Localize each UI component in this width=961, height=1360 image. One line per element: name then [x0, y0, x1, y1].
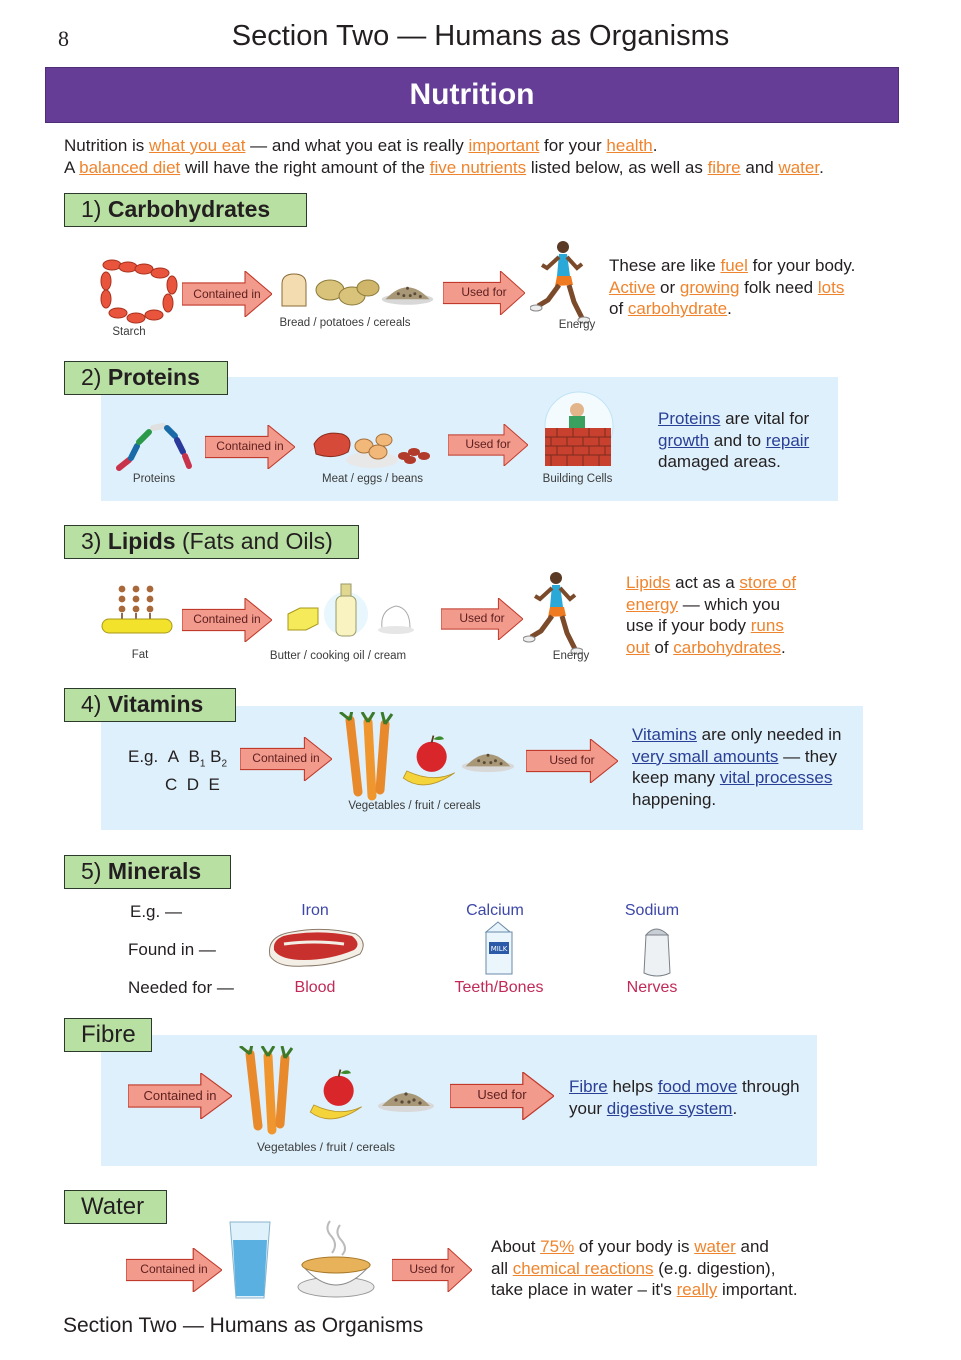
mineral-name: Calcium: [466, 902, 524, 919]
topic-heading: Nutrition: [409, 78, 535, 111]
protein-chain-illustration: [115, 420, 195, 472]
caption-meat-eggs-beans: Meat / eggs / beans: [321, 473, 423, 485]
fibre-description: Fibre helps food move through your digestive system.: [569, 1077, 800, 1118]
soup-bowl-illustration: [296, 1215, 376, 1301]
steak-illustration: [264, 926, 368, 970]
used-for-arrow: Used for: [448, 424, 528, 466]
contained-in-arrow: Contained in: [205, 425, 295, 469]
salt-shaker-illustration: [640, 921, 674, 979]
section-proteins-tab: 2) Proteins: [64, 361, 228, 395]
section-minerals-tab: 5) Minerals: [64, 855, 231, 889]
minerals-row-label: Needed for —: [128, 978, 234, 997]
mineral-name: Sodium: [624, 902, 680, 919]
used-for-arrow: Used for: [443, 271, 525, 315]
mineral-name: Iron: [301, 902, 329, 919]
used-for-arrow: Used for: [450, 1072, 554, 1120]
contained-in-arrow: Contained in: [126, 1248, 222, 1292]
carbohydrates-description: These are like fuel for your body. Active or growing folk need lots of carbohydrate.: [609, 256, 856, 318]
proteins-description: Proteins are vital for growth and to repair damaged areas.: [658, 409, 810, 471]
cereal-illustration: [460, 744, 516, 772]
caption-energy: Energy: [552, 650, 590, 662]
water-description: About 75% of your body is water and all chemical reactions (e.g. digestion), take place in water – it's really important.: [491, 1237, 798, 1299]
caption-energy: Energy: [558, 319, 596, 331]
fat-molecule-illustration: [100, 583, 175, 637]
meat-eggs-beans-illustration: [312, 428, 436, 470]
contained-in-arrow: Contained in: [182, 271, 272, 317]
bread-potatoes-cereals-illustration: [280, 270, 435, 310]
contained-in-arrow: Contained in: [128, 1073, 232, 1119]
runner-illustration: [523, 569, 583, 659]
mineral-use: Blood: [294, 979, 336, 996]
vitamins-description: Vitamins are only needed in very small amounts — they keep many vital processes happening.: [632, 725, 842, 809]
glass-of-water-illustration: [226, 1218, 274, 1302]
milk-carton-illustration: [480, 920, 518, 978]
mineral-use: Teeth/Bones: [454, 979, 544, 996]
apple-banana-illustration: [398, 732, 460, 794]
lipids-description: Lipids act as a store of energy — which you use if your body runs out of carbohydrates.: [626, 573, 797, 657]
vitamin-examples: E.g. A $B_1$ $B_2$ C D E: [128, 747, 228, 795]
page-footer: Section Two — Humans as Organisms: [63, 1314, 424, 1337]
section-vitamins-tab: 4) Vitamins: [64, 688, 236, 722]
intro-paragraph: Nutrition is what you eat — and what you eat is really important for your health. A balanced diet will have the right amount of the five nutrients listed below, as well as fibre and water.: [64, 136, 824, 177]
caption-proteins: Proteins: [132, 473, 176, 485]
used-for-arrow: Used for: [441, 598, 523, 640]
caption-building-cells: Building Cells: [542, 473, 613, 485]
caption-bread-potatoes-cereals: Bread / potatoes / cereals: [279, 317, 411, 329]
minerals-row-label: Found in —: [128, 940, 216, 959]
keyword: what you eat: [149, 136, 246, 155]
caption-fat: Fat: [131, 649, 149, 661]
cereal-illustration: [376, 1082, 436, 1112]
caption-butter-oil-cream: Butter / cooking oil / cream: [269, 650, 407, 662]
butter-oil-cream-illustration: [284, 580, 424, 640]
caption-vegetables-fruit-cereals: Vegetables / fruit / cereals: [348, 800, 481, 812]
contained-in-arrow: Contained in: [182, 598, 272, 642]
caption-vegetables-fruit-cereals: Vegetables / fruit / cereals: [256, 1140, 396, 1154]
mineral-use: Nerves: [626, 979, 678, 996]
starch-chain-illustration: [98, 255, 180, 325]
page-title: Section Two — Humans as Organisms: [231, 20, 730, 52]
section-carbohydrates-tab: 1) Carbohydrates: [64, 193, 307, 227]
section-fibre-tab: Fibre: [64, 1018, 152, 1052]
milk-label: MILK: [490, 945, 508, 953]
used-for-arrow: Used for: [526, 739, 618, 783]
topic-banner: [45, 67, 899, 123]
carrots-illustration: [230, 1046, 310, 1136]
page-number: 8: [58, 26, 69, 51]
caption-starch: Starch: [112, 326, 146, 338]
section-water-tab: Water: [64, 1190, 167, 1224]
minerals-row-label: E.g. —: [130, 902, 182, 921]
contained-in-arrow: Contained in: [240, 737, 332, 781]
section-lipids-tab: 3) Lipids (Fats and Oils): [64, 525, 359, 559]
building-cells-illustration: [541, 390, 617, 470]
runner-illustration: [530, 238, 590, 328]
used-for-arrow: Used for: [392, 1248, 472, 1292]
apple-banana-illustration: [305, 1066, 367, 1128]
